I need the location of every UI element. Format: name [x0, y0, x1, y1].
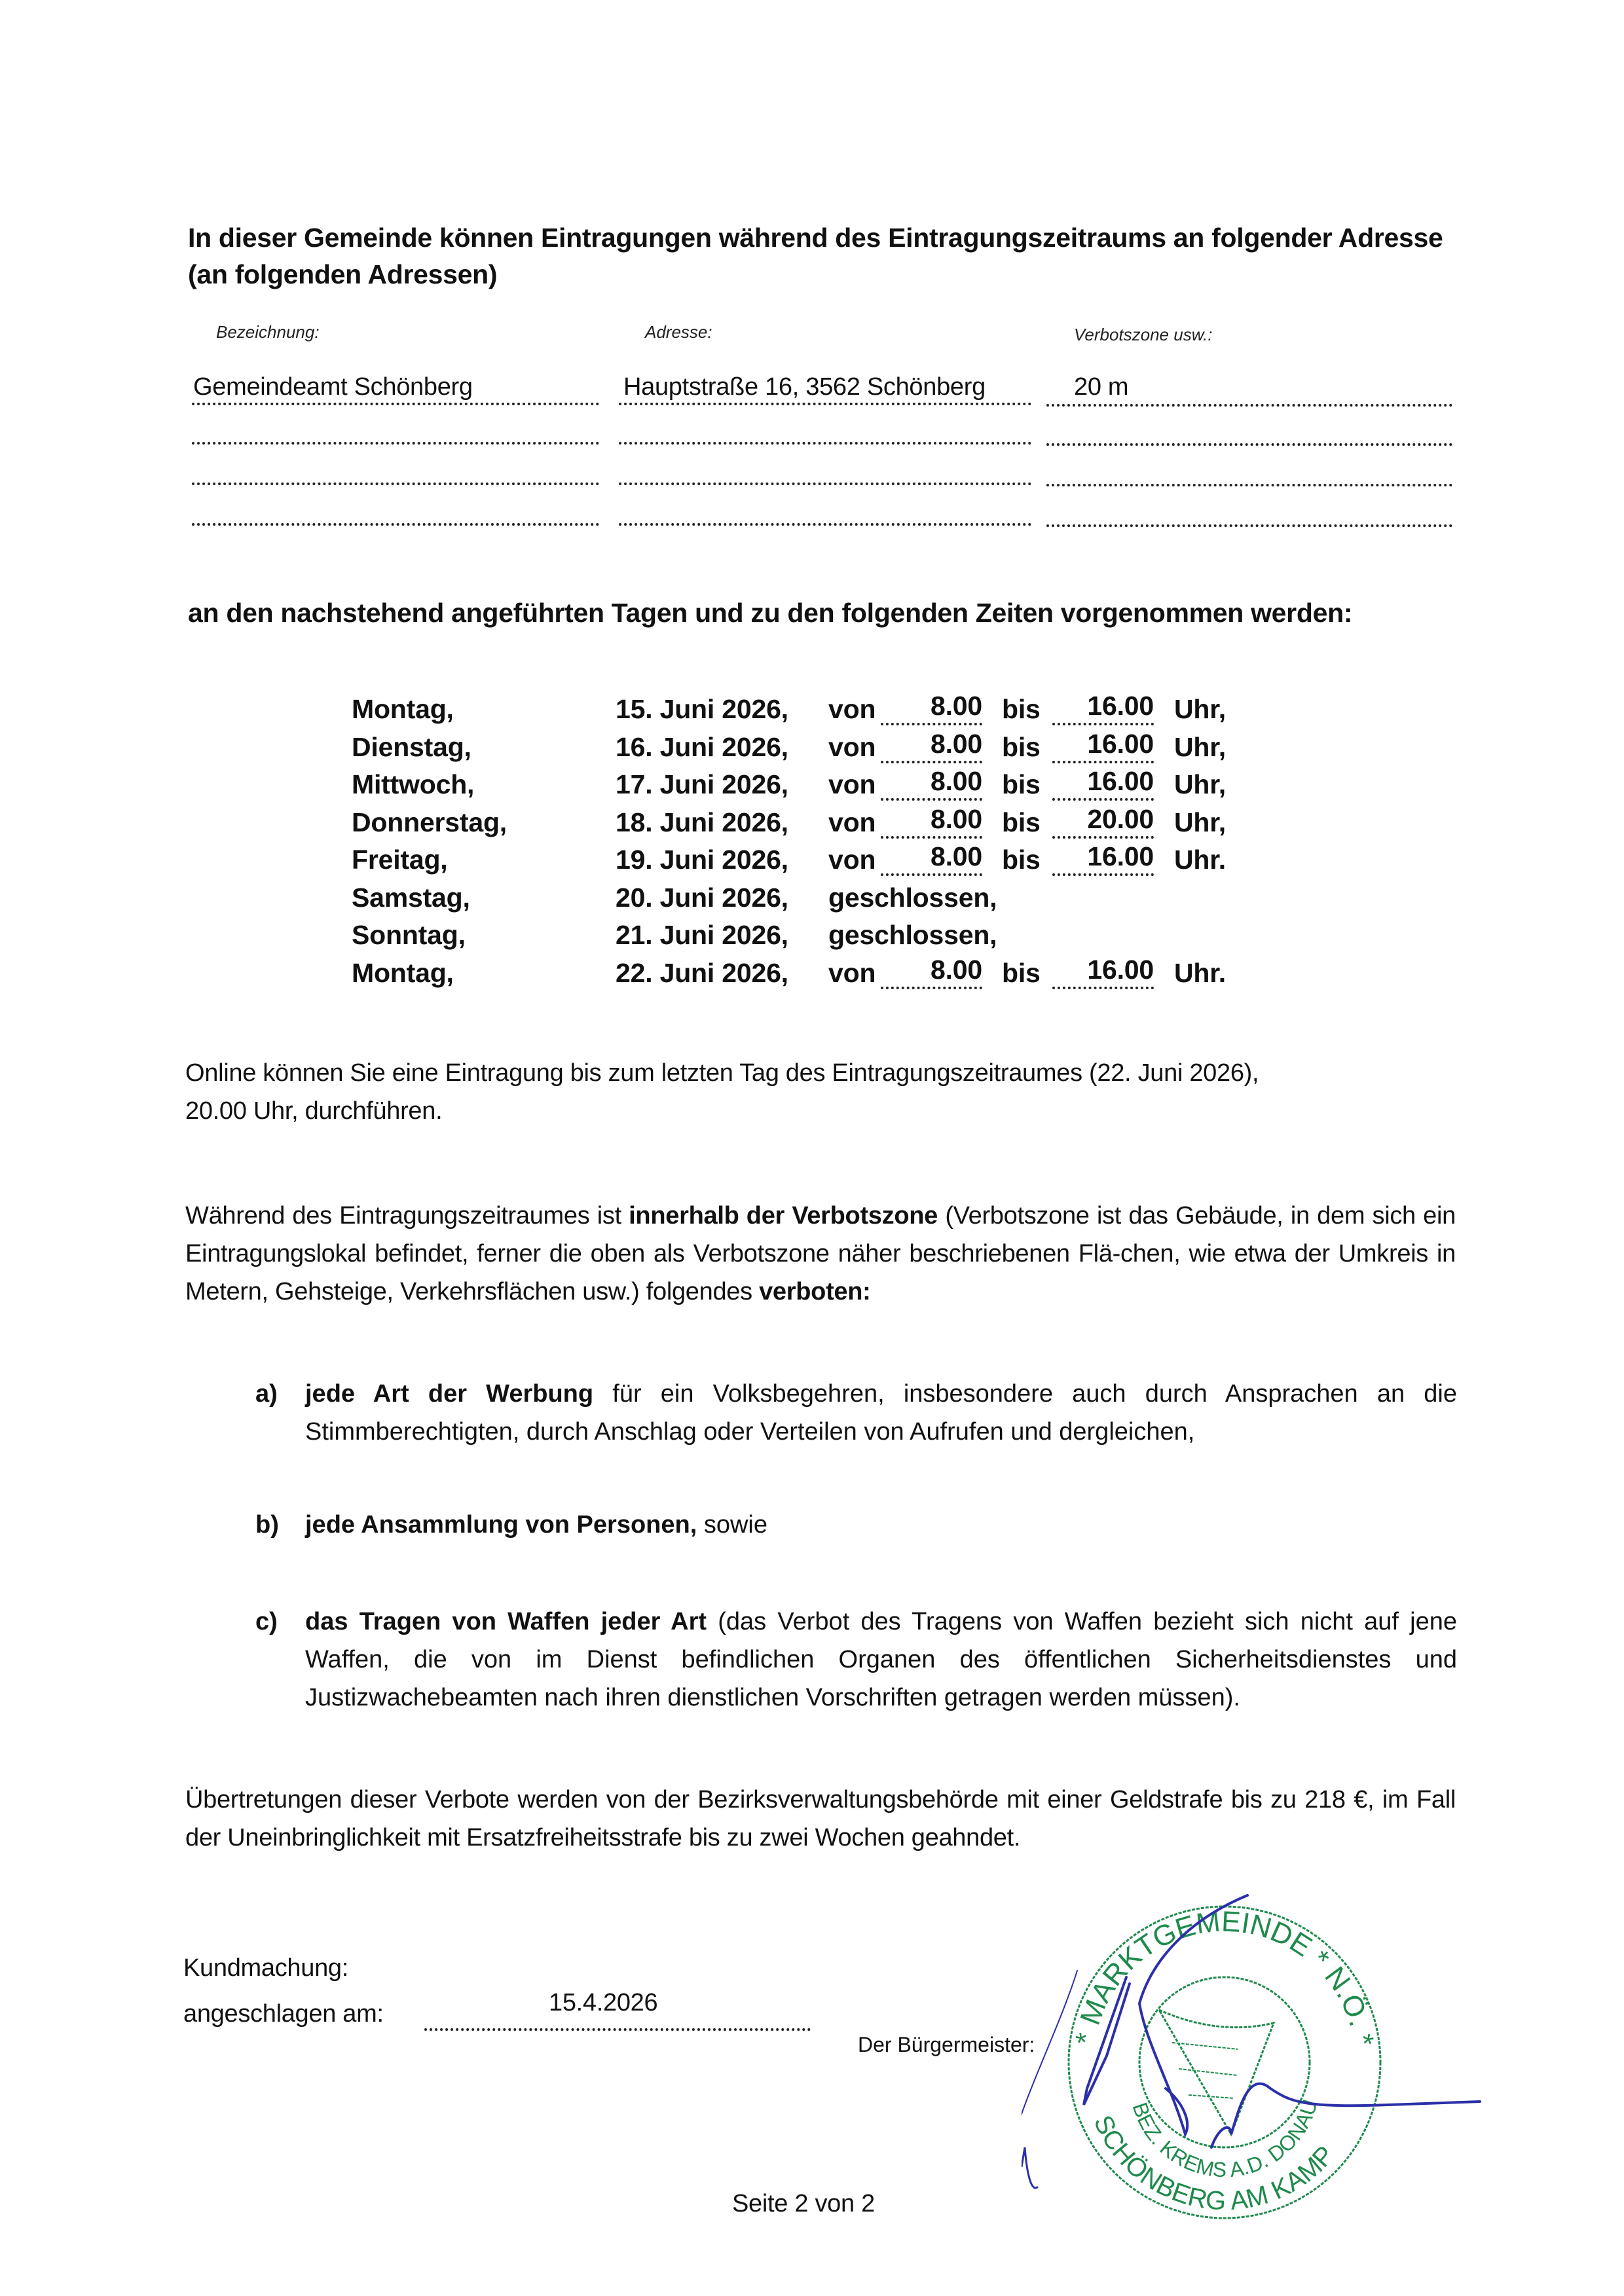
schedule-date: 18. Juni 2026,: [616, 807, 788, 837]
schedule-to-time: 16.00: [1052, 769, 1154, 801]
schedule-to-time: 16.00: [1052, 694, 1154, 725]
zone-dotted-line: [1046, 443, 1452, 446]
schedule-to-time: 16.00: [1052, 958, 1154, 989]
schedule-to-label: bis: [1002, 958, 1041, 988]
schedule-day: Freitag,: [352, 845, 448, 875]
address-dotted-line: [619, 403, 1031, 405]
posted-label: angeschlagen am:: [183, 2000, 384, 2028]
schedule-day: Mittwoch,: [352, 769, 475, 799]
schedule-to-label: bis: [1002, 845, 1041, 875]
prohibition-b: b) jede Ansammlung von Personen, sowie: [255, 1511, 767, 1539]
schedule-date: 15. Juni 2026,: [616, 694, 788, 724]
schedule-day: Donnerstag,: [352, 807, 507, 837]
penalty-paragraph: Übertretungen dieser Verbote werden von der Bezirksverwaltungsbehörde mit einer Geldstrafe bis zu 218 €, im Fall der Uneinbringlichkeit mit Ersatzfreiheitsstrafe bis zu zwei Wochen geahndet.: [185, 1786, 1456, 1851]
schedule-from-label: von: [828, 807, 876, 837]
schedule-to-time: 16.00: [1052, 845, 1154, 876]
schedule-from-time: 8.00: [881, 845, 982, 876]
address-dotted-line: [619, 442, 1031, 445]
schedule-day: Montag,: [352, 958, 454, 988]
page-number: Seite 2 von 2: [732, 2190, 875, 2217]
mayor-label: Der Bürgermeister:: [858, 2033, 1035, 2056]
designation-dotted-line: [192, 483, 599, 485]
announcement-label: Kundmachung:: [183, 1954, 349, 1982]
schedule-date: 16. Juni 2026,: [616, 732, 788, 762]
schedule-to-time: 20.00: [1052, 807, 1154, 839]
stamp-outer-top-text: * MARKTGEMEINDE * N.Ö. *: [1069, 1905, 1380, 2049]
schedule-day: Dienstag,: [352, 732, 471, 762]
schedule-date: 21. Juni 2026,: [616, 920, 788, 950]
stamp-outer-bottom-text: SCHÖNBERG AM KAMP: [1088, 2111, 1340, 2216]
address-dotted-line: [619, 483, 1031, 485]
schedule-date: 19. Juni 2026,: [616, 845, 788, 875]
schedule-from-time: 8.00: [881, 807, 982, 839]
schedule-to-label: bis: [1002, 769, 1041, 799]
designation-dotted-line: [192, 442, 599, 445]
schedule-to-label: bis: [1002, 694, 1041, 724]
heading-line-2: (an folgenden Adressen): [188, 259, 498, 289]
column-label-zone: Verbotszone usw.:: [1074, 325, 1213, 344]
schedule-from-time: 8.00: [881, 958, 982, 989]
location-zone: 20 m: [1074, 373, 1129, 401]
designation-dotted-line: [192, 523, 599, 526]
location-designation: Gemeindeamt Schönberg: [193, 373, 473, 401]
zone-dotted-line: [1046, 404, 1452, 407]
schedule-from-label: von: [828, 958, 876, 988]
schedule-day: Montag,: [352, 694, 454, 724]
heading-line-1: In dieser Gemeinde können Eintragungen während des Eintragungszeitraums an folgender Adresse: [188, 223, 1443, 253]
schedule-from-time: 8.00: [881, 769, 982, 801]
posted-date: 15.4.2026: [549, 1989, 658, 2016]
schedule-end: Uhr,: [1174, 769, 1226, 799]
schedule-date: 22. Juni 2026,: [616, 958, 788, 988]
schedule-day: Sonntag,: [352, 920, 466, 950]
stamp-inner-text: BEZ. KREMS A.D. DONAU: [1128, 2096, 1322, 2182]
online-line-1: Online können Sie eine Eintragung bis zum letzten Tag des Eintragungszeitraumes (22. Juni 2026),: [185, 1059, 1259, 1087]
prohibition-a: a) jede Art der Werbung für ein Volksbegehren, insbesondere auch durch Ansprachen an die Stimmberechtigten, durch Anschlag oder Verteilen von Aufrufen und dergleichen,: [255, 1380, 1457, 1446]
schedule-to-label: bis: [1002, 732, 1041, 762]
schedule-end: Uhr.: [1174, 958, 1226, 988]
address-dotted-line: [619, 523, 1031, 526]
schedule-to-label: bis: [1002, 807, 1041, 837]
schedule-date: 17. Juni 2026,: [616, 769, 788, 799]
schedule-end: Uhr,: [1174, 732, 1226, 762]
municipal-stamp: [1022, 1872, 1545, 2239]
schedule-from-label: von: [828, 845, 876, 875]
column-label-designation: Bezeichnung:: [216, 322, 320, 342]
zone-dotted-line: [1046, 524, 1452, 527]
schedule-from-time: 8.00: [881, 694, 982, 725]
designation-dotted-line: [192, 403, 599, 405]
schedule-status: geschlossen,: [828, 920, 997, 950]
zone-dotted-line: [1046, 484, 1452, 486]
schedule-end: Uhr,: [1174, 807, 1226, 837]
location-address: Hauptstraße 16, 3562 Schönberg: [623, 373, 986, 401]
schedule-end: Uhr,: [1174, 694, 1226, 724]
schedule-day: Samstag,: [352, 883, 470, 913]
schedule-intro: an den nachstehend angeführten Tagen und zu den folgenden Zeiten vorgenommen werden:: [188, 598, 1353, 628]
schedule-to-time: 16.00: [1052, 732, 1154, 763]
schedule-from-label: von: [828, 694, 876, 724]
prohibition-c: c) das Tragen von Waffen jeder Art (das Verbot des Tragens von Waffen bezieht sich nicht auf jene Waffen, die von im Dienst befindlichen Organen des öffentlichen Sicherheitsdienstes und Justizwachebeamten nach ihren dienstlichen Vorschriften getragen werden müssen).: [255, 1608, 1458, 1711]
column-label-address: Adresse:: [645, 322, 712, 342]
schedule-status: geschlossen,: [828, 883, 997, 913]
schedule-from-time: 8.00: [881, 732, 982, 763]
schedule-from-label: von: [828, 732, 876, 762]
schedule-from-label: von: [828, 769, 876, 799]
schedule-date: 20. Juni 2026,: [616, 883, 788, 913]
schedule-end: Uhr.: [1174, 845, 1226, 875]
zone-paragraph: Während des Eintragungszeitraumes ist innerhalb der Verbotszone (Verbotszone ist das Gebäude, in dem sich ein Eintragungslokal befindet, ferner die oben als Verbotszone näher beschriebenen Flä-chen, wie etwa der Umkreis in Metern, Gehsteige, Verkehrsflächen usw.) folgendes verboten:: [185, 1202, 1456, 1305]
online-line-2: 20.00 Uhr, durchführen.: [185, 1097, 443, 1125]
posted-date-dotted-line: [424, 2028, 811, 2031]
